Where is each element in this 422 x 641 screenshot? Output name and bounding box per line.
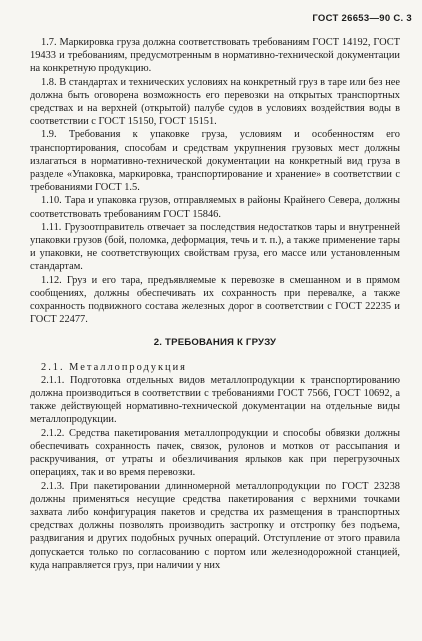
paragraph-1-12: 1.12. Груз и его тара, предъявляемые к перевозке в смешанном и в прямом сообщениях, должны обеспечивать их сохранность при перевалке, а также сохранность подвижного состава железных дорог в соответствии с ГОСТ 22235 и ГОСТ 22477. <box>30 274 400 326</box>
paragraph-1-10: 1.10. Тара и упаковка грузов, отправляемых в районы Крайнего Севера, должны соответствовать требованиям ГОСТ 15846. <box>30 195 400 220</box>
paragraph-1-7: 1.7. Маркировка груза должна соответствовать требованиям ГОСТ 14192, ГОСТ 19433 и требованиям, предусмотренным в нормативно-технической документации на конкретную продукцию. <box>30 37 400 75</box>
paragraph-1-8: 1.8. В стандартах и технических условиях на конкретный груз в таре или без нее должна быть оговорена возможность его перевозки на открытых транспортных средствах и на верхней (открытой) палубе судов в условиях воздействия воды в соответствии с ГОСТ 15150, ГОСТ 15151. <box>30 76 400 128</box>
page-content <box>30 36 400 572</box>
paragraph-1-11: 1.11. Грузоотправитель отвечает за последствия недостатков тары и внутренней упаковки грузов (бой, поломка, деформация, течь и т. п.), а также применение тары и упаковки, не соответствующих свойствам груза, его массе или установленным стандартам. <box>30 221 400 273</box>
running-header: ГОСТ 26653—90 С. 3 <box>312 13 412 24</box>
paragraph-2-1-3: 2.1.3. При пакетировании длинномерной металлопродукции по ГОСТ 23238 должны применяться несущие средства пакетирования с верхними точками захвата либо конфигурация пакетов и средства их размещения в транспортных средствах должны позволять производить застропку и отстропку без подъема, раздвигания и других подобных ручных операций. Отступление от этого правила допускается только по согласованию с портом или железнодорожной станцией, куда направляется груз, при наличии у них <box>30 480 400 571</box>
paragraph-2-1-2: 2.1.2. Средства пакетирования металлопродукции и способы обвязки должны обеспечивать сохранность пачек, связок, рулонов и мотков от рассыпания и раскручивания, от утраты и обезличивания ярлыков как при перегрузочных операциях, так и во время перевозки. <box>30 427 400 479</box>
paragraph-2-1-1: 2.1.1. Подготовка отдельных видов металлопродукции к транспортированию должна производиться в соответствии с требованиями ГОСТ 7566, ГОСТ 10692, а также действующей нормативно-технической документации на отдельные виды металлопродукции. <box>30 374 400 426</box>
section-heading: 2. ТРЕБОВАНИЯ К ГРУЗУ <box>153 337 277 349</box>
subsection-title: 2.1. Металлопродукция <box>41 361 187 373</box>
paragraph-1-9: 1.9. Требования к упаковке груза, условиям и особенностям его транспортирования, способам и средствам укрупнения грузовых мест должны излагаться в нормативно-технической документации на конкретный вид груза в разделе «Упаковка, маркировка, транспортирование и хранение» в соответствии с требованиями ГОСТ 1.5. <box>30 129 400 194</box>
